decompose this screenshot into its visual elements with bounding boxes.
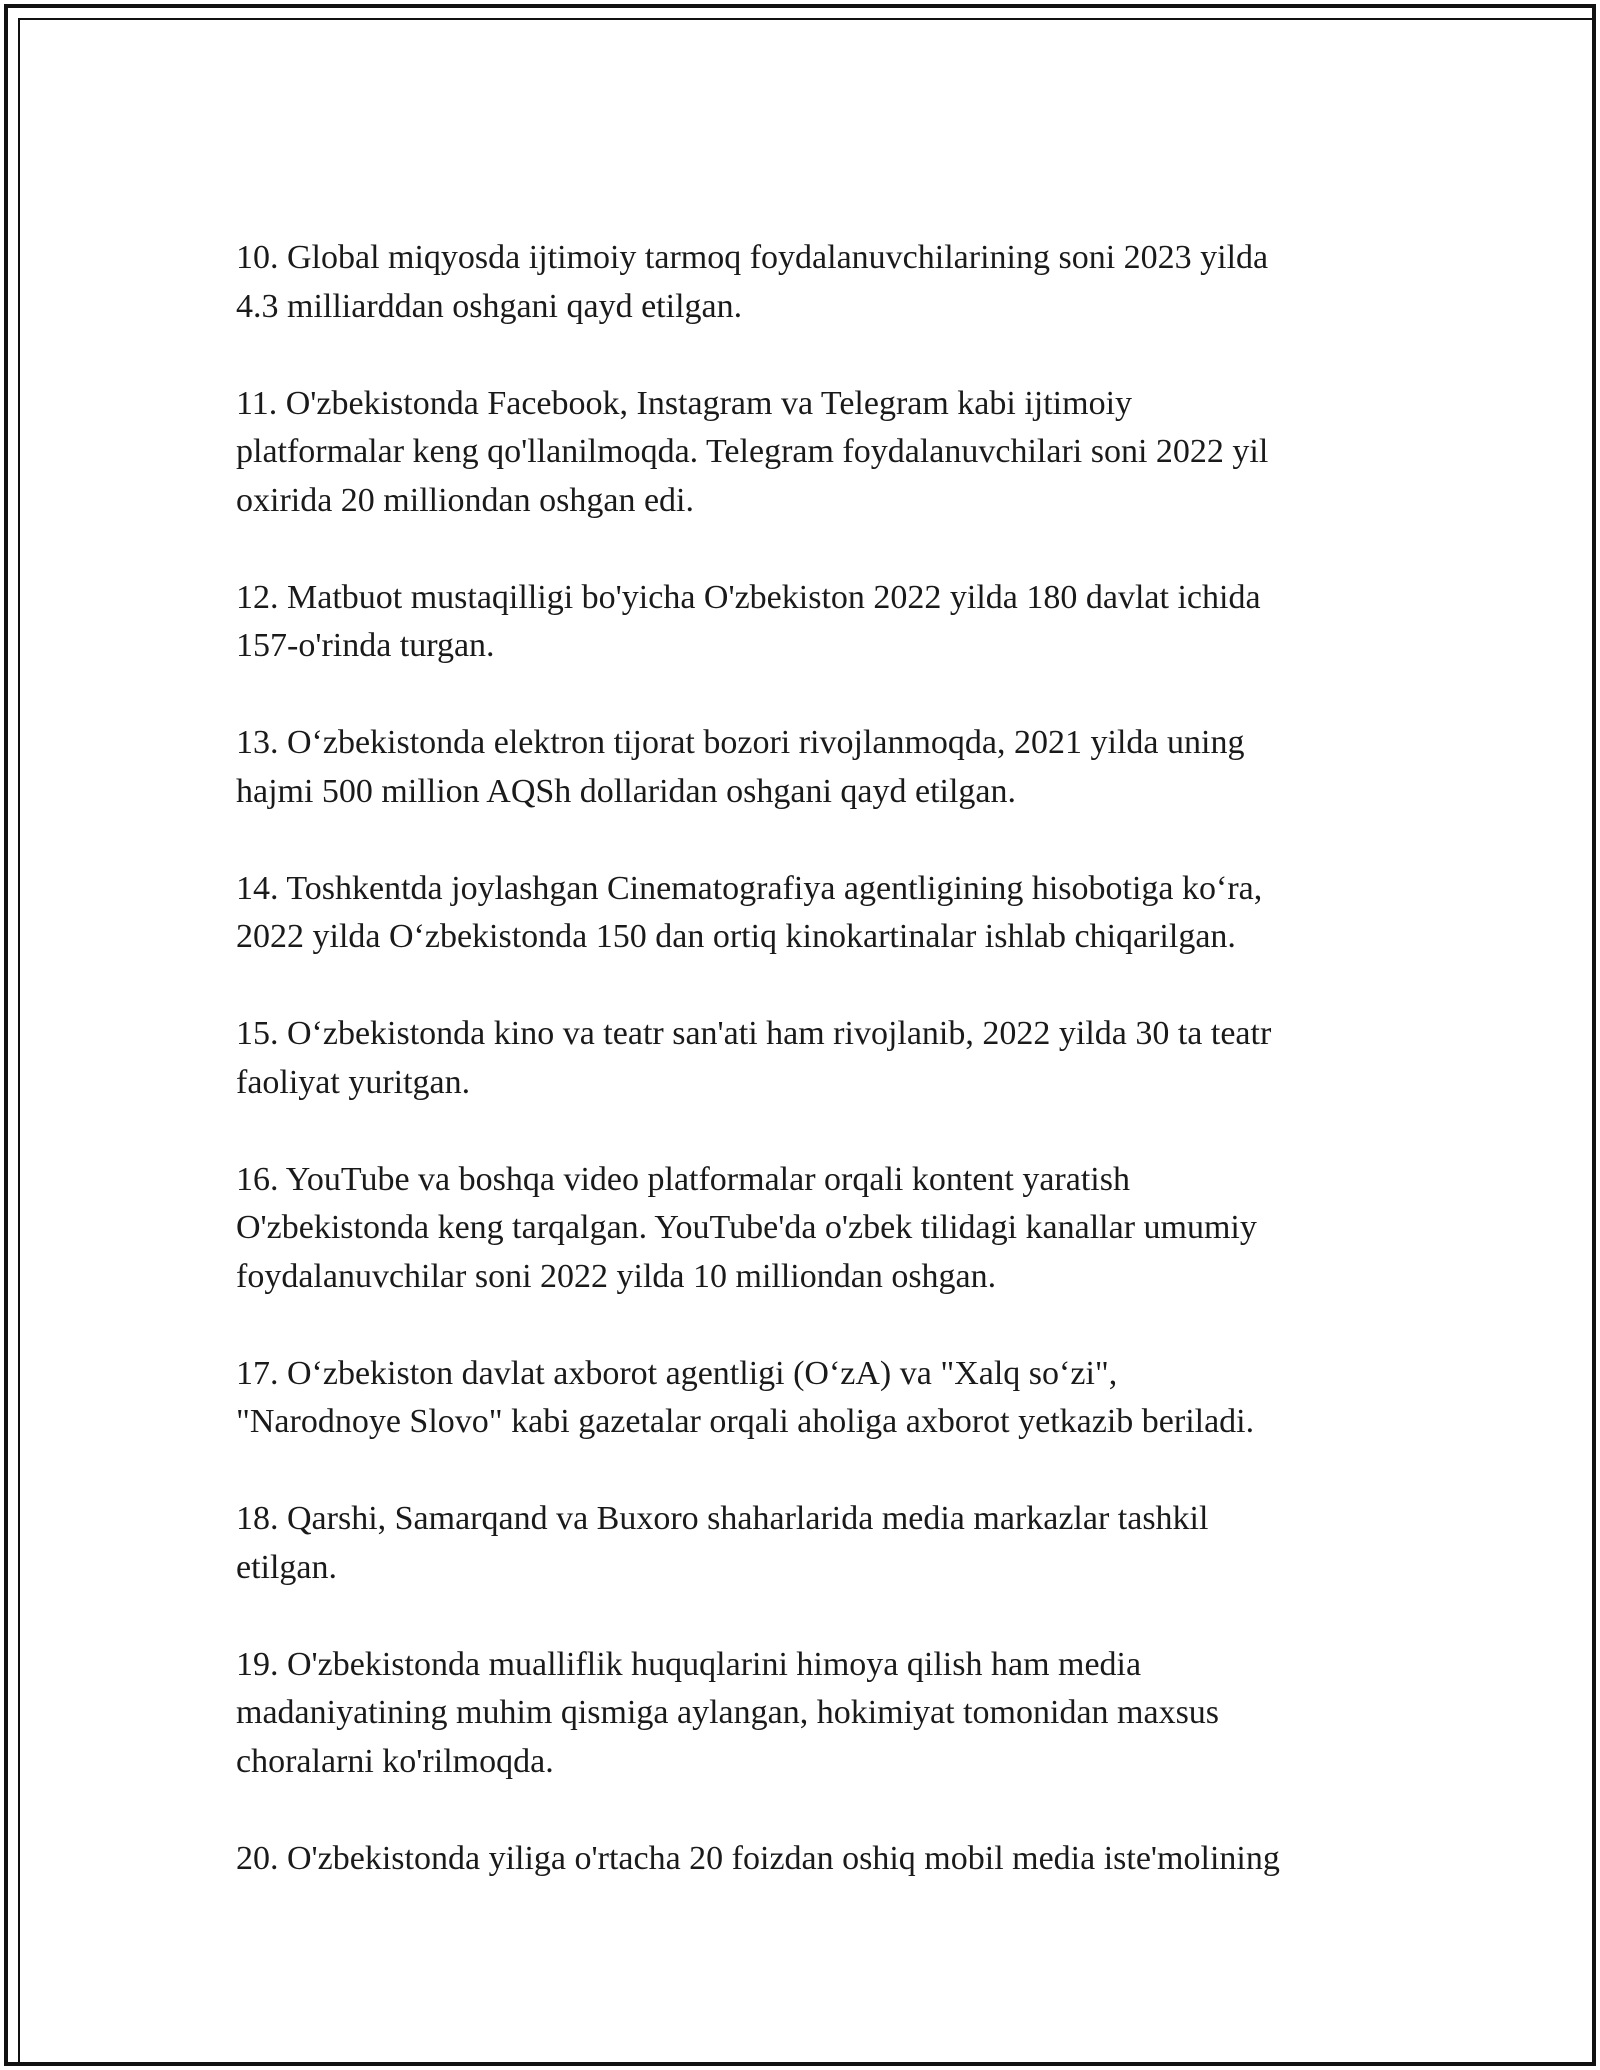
- document-body: [236, 234, 1376, 1932]
- list-item-15: 15. O‘zbekistonda kino va teatr san'ati ham rivojlanib, 2022 yilda 30 ta teatr faoliyat yuritgan.: [236, 1015, 1272, 1101]
- list-item-19: 19. O'zbekistonda mualliflik huquqlarini himoya qilish ham media madaniyatining muhim qismiga aylangan, hokimiyat tomonidan maxsus choralarni ko'rilmoqda.: [236, 1645, 1220, 1780]
- list-item-20: 20. O'zbekistonda yiliga o'rtacha 20 foizdan oshiq mobil media iste'molining: [236, 1839, 1280, 1877]
- list-item-10: 10. Global miqyosda ijtimoiy tarmoq foydalanuvchilarining soni 2023 yilda 4.3 milliarddan oshgani qayd etilgan.: [236, 239, 1269, 325]
- list-item-14: 14. Toshkentda joylashgan Cinematografiya agentligining hisobotiga ko‘ra, 2022 yilda O‘zbekistonda 150 dan ortiq kinokartinalar ishlab chiqarilgan.: [236, 869, 1263, 955]
- list-item-16: 16. YouTube va boshqa video platformalar orqali kontent yaratish O'zbekistonda keng tarqalgan. YouTube'da o'zbek tilidagi kanallar umumiy foydalanuvchilar soni 2022 yilda 10 milliondan oshgan.: [236, 1160, 1257, 1295]
- list-item-18: 18. Qarshi, Samarqand va Buxoro shaharlarida media markazlar tashkil etilgan.: [236, 1500, 1209, 1586]
- list-item-13: 13. O‘zbekistonda elektron tijorat bozori rivojlanmoqda, 2021 yilda uning hajmi 500 million AQSh dollaridan oshgani qayd etilgan.: [236, 724, 1245, 810]
- list-item-17: 17. O‘zbekiston davlat axborot agentligi (O‘zA) va "Xalq so‘zi", "Narodnoye Slovo" kabi gazetalar orqali aholiga axborot yetkazib beriladi.: [236, 1354, 1255, 1440]
- list-item-12: 12. Matbuot mustaqilligi bo'yicha O'zbekiston 2022 yilda 180 davlat ichida 157-o'rinda turgan.: [236, 578, 1261, 664]
- list-item-11: 11. O'zbekistonda Facebook, Instagram va Telegram kabi ijtimoiy platformalar keng qo'llanilmoqda. Telegram foydalanuvchilari soni 2022 yil oxirida 20 milliondan oshgan edi.: [236, 384, 1269, 519]
